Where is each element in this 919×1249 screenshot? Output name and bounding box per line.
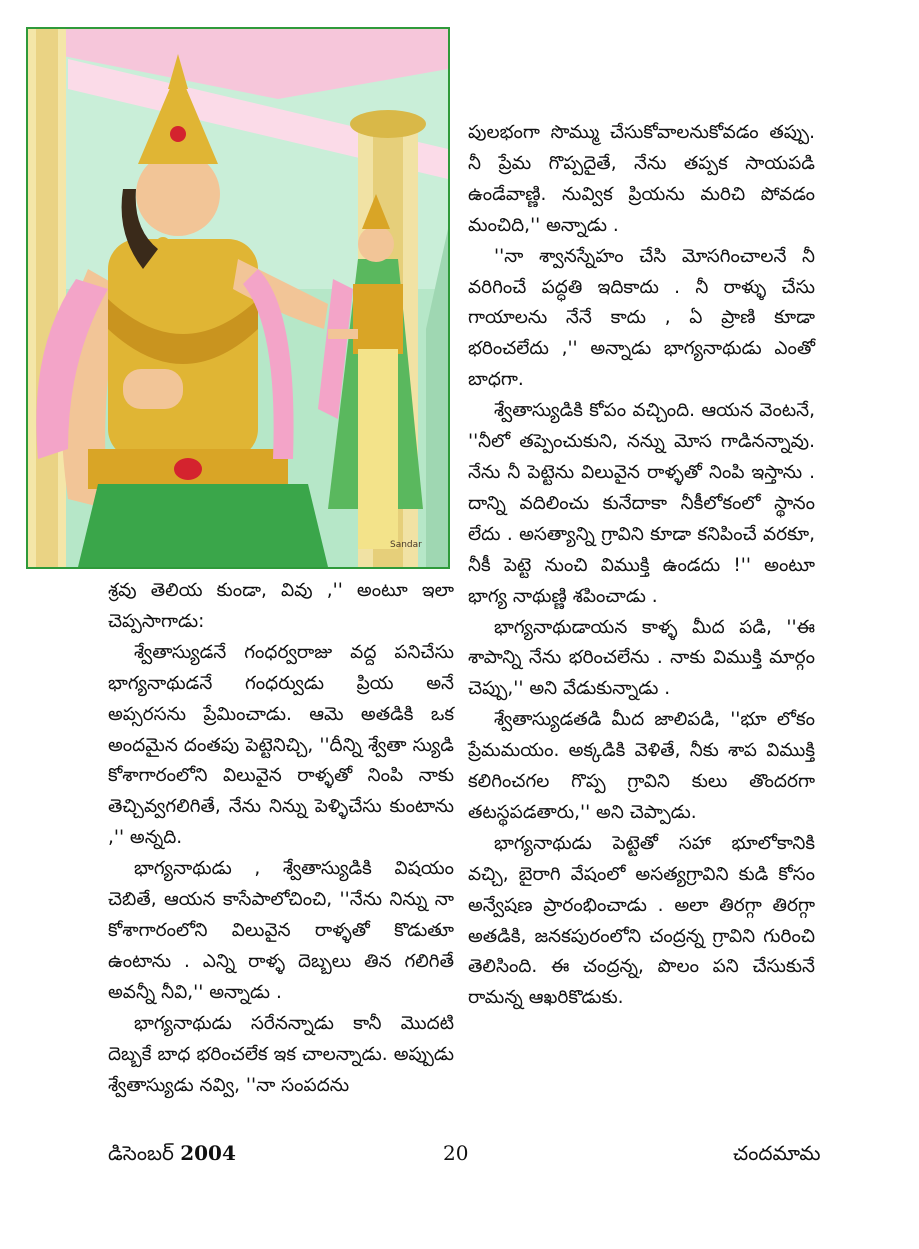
illustration-art	[28, 29, 448, 567]
paragraph: శ్వేతాస్యుడతడి మీద జాలిపడి, ''భూ లోకం ప్రేమమయం. అక్కడికి వెళితే, నీకు శాప విముక్తి కలిగించగల గొప్ప గ్రావిని కులు తొందరగా తటస్థపడతారు,'' అని చెప్పాడు.	[468, 709, 815, 823]
paragraph: శ్రవు తెలియ కుండా, వివు ,'' అంటూ ఇలా చెప్పసాగాడు:	[108, 580, 454, 632]
right-text-column	[468, 118, 815, 1014]
magazine-name: చందమామ	[733, 1141, 821, 1165]
paragraph: భాగ్యనాథుడు పెట్టెతో సహా భూలోకానికి వచ్చి, బైరాగి వేషంలో అసత్యగ్రావిని కుడి కోసం అన్వేషణ ప్రారంభించాడు . అలా తిరగ్గా తిరగ్గా అతడికి, జనకపురంలోని చంద్రన్న గ్రావిని గురించి తెలిసింది. ఈ చంద్రన్న, పొలం పని చేసుకునే రామన్న ఆఖరికొడుకు.	[468, 832, 815, 1009]
left-text-column	[108, 576, 454, 1101]
paragraph: పులభంగా సొమ్ము చేసుకోవాలనుకోవడం తప్పు. నీ ప్రేమ గొప్పదైతే, నేను తప్పక సాయపడి ఉండేవాణ్ణి. నువ్విక ప్రియను మరిచి పోవడం మంచిది,'' అన్నాడు .	[468, 122, 815, 236]
page-number: 20	[443, 1141, 469, 1165]
footer-month: డిసెంబర్	[108, 1141, 174, 1165]
story-illustration	[26, 27, 450, 569]
footer-year: 2004	[180, 1141, 236, 1165]
paragraph: భాగ్యనాథుడాయన కాళ్ళ మీద పడి, ''ఈ శాపాన్ని నేను భరించలేను . నాకు విముక్తి మార్గం చెప్పు,'' అని వేడుకున్నాడు .	[468, 616, 815, 700]
artist-signature: Sandar	[390, 540, 422, 550]
paragraph: శ్వేతాస్యుడికి కోపం వచ్చింది. ఆయన వెంటనే, ''నీలో తప్పెంచుకుని, నన్ను మోస గాడినన్నావు. నేను నీ పెట్టెను విలువైన రాళ్ళతో నింపి ఇస్తాను . దాన్ని వదిలించు కునేదాకా నీకీలోకంలో స్థానం లేదు . అసత్యాన్ని గ్రావిని కూడా కనిపించే వరకూ, నీకీ పెట్టె నుంచి విముక్తి ఉండదు !'' అంటూ భాగ్య నాథుణ్ణి శపించాడు .	[468, 400, 815, 607]
paragraph: ''నా శ్వానస్నేహం చేసి మోసగించాలనే నీ వరిగించే పద్ధతి ఇదికాదు . నీ రాళ్ళు చేసు గాయాలను నేనే కాదు , ఏ ప్రాణి కూడా భరించలేదు ,'' అన్నాడు భాగ్యనాథుడు ఎంతో బాధగా.	[468, 245, 815, 391]
paragraph: భాగ్యనాథుడు , శ్వేతాస్యుడికి విషయం చెబితే, ఆయన కాసేపాలోచించి, ''నేను నిన్ను నా కోశాగారంలోని విలువైన రాళ్ళతో కొడుతూ ఉంటాను . ఎన్ని రాళ్ళ దెబ్బలు తిన గలిగితే అవన్నీ నీవి,'' అన్నాడు .	[108, 858, 454, 1003]
paragraph: శ్వేతాస్యుడనే గంధర్వరాజు వద్ద పనిచేసు భాగ్యనాథుడనే గంధర్వుడు ప్రియ అనే అప్సరసను ప్రేమించాడు. ఆమె అతడికి ఒక అందమైన దంతపు పెట్టెనిచ్చి, ''దీన్ని శ్వేతా స్యుడి కోశాగారంలోని విలువైన రాళ్ళతో నింపి నాకు తెచ్చివ్వగలిగితే, నేను నిన్ను పెళ్ళిచేసు కుంటాను ,'' అన్నది.	[108, 641, 454, 849]
paragraph: భాగ్యనాథుడు సరేనన్నాడు కానీ మొదటి దెబ్బకే బాధ భరించలేక ఇక చాలన్నాడు. అప్పుడు శ్వేతాస్యుడు నవ్వి, ''నా సంపదను	[108, 1012, 454, 1096]
footer-issue-date	[108, 1141, 236, 1170]
